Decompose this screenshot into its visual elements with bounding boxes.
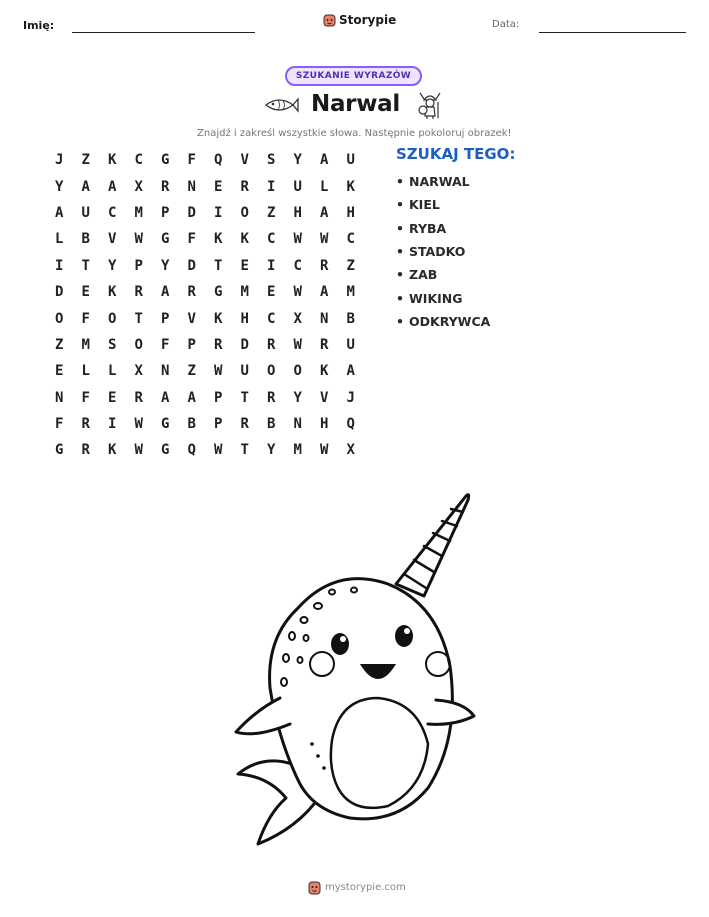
word-text: ZAB <box>409 267 438 283</box>
word-text: WIKING <box>409 290 463 306</box>
grid-letter[interactable]: Q <box>346 416 355 433</box>
grid-letter[interactable]: N <box>55 389 64 406</box>
grid-letter[interactable]: I <box>267 178 276 195</box>
grid-letter[interactable]: R <box>320 336 329 353</box>
grid-letter[interactable]: P <box>161 204 170 221</box>
grid-letter[interactable]: I <box>214 204 223 221</box>
grid-letter[interactable]: T <box>240 389 249 406</box>
grid-letter[interactable]: R <box>134 284 143 301</box>
grid-letter[interactable]: V <box>240 152 249 169</box>
grid-letter[interactable]: A <box>81 178 90 195</box>
word-text: ODKRYWCA <box>409 313 491 329</box>
grid-letter[interactable]: W <box>134 231 143 248</box>
grid-letter[interactable]: R <box>267 389 276 406</box>
grid-letter[interactable]: B <box>187 416 196 433</box>
word-search-grid <box>46 147 364 464</box>
grid-letter[interactable]: F <box>187 231 196 248</box>
grid-letter[interactable]: H <box>320 416 329 433</box>
grid-letter[interactable]: F <box>187 152 196 169</box>
grid-letter[interactable]: K <box>108 442 117 459</box>
grid-letter[interactable]: W <box>214 363 223 380</box>
brand <box>323 13 396 27</box>
grid-letter[interactable]: N <box>320 310 329 327</box>
grid-letter[interactable]: R <box>134 389 143 406</box>
grid-letter[interactable]: P <box>187 336 196 353</box>
grid-letter[interactable]: G <box>161 442 170 459</box>
grid-letter[interactable]: W <box>320 231 329 248</box>
grid-letter[interactable]: K <box>108 152 117 169</box>
grid-letter[interactable]: I <box>55 257 64 274</box>
grid-letter[interactable]: V <box>108 231 117 248</box>
grid-letter[interactable]: U <box>346 152 355 169</box>
grid-letter[interactable]: M <box>240 284 249 301</box>
grid-letter[interactable]: D <box>55 284 64 301</box>
grid-letter[interactable]: T <box>134 310 143 327</box>
grid-letter[interactable]: P <box>161 310 170 327</box>
bullet: • <box>396 313 404 329</box>
word-text: RYBA <box>409 220 447 236</box>
name-label: Imię: <box>23 19 55 32</box>
grid-letter[interactable]: C <box>134 152 143 169</box>
footer-url: mystorypie.com <box>325 881 406 893</box>
grid-letter[interactable]: P <box>214 416 223 433</box>
grid-letter[interactable]: B <box>346 310 355 327</box>
grid-letter[interactable]: A <box>161 389 170 406</box>
grid-letter[interactable]: G <box>161 416 170 433</box>
grid-letter[interactable]: N <box>293 416 302 433</box>
grid-row <box>46 173 364 199</box>
grid-letter[interactable]: W <box>214 442 223 459</box>
grid-letter[interactable]: U <box>293 178 302 195</box>
grid-letter[interactable]: C <box>108 204 117 221</box>
grid-letter[interactable]: A <box>320 152 329 169</box>
grid-letter[interactable]: V <box>320 389 329 406</box>
grid-letter[interactable]: U <box>346 336 355 353</box>
grid-letter[interactable]: L <box>108 363 117 380</box>
grid-letter[interactable]: A <box>187 389 196 406</box>
grid-letter[interactable]: C <box>293 257 302 274</box>
instructions: Znajdź i zakreśl wszystkie słowa. Następnie pokoloruj obrazek! <box>197 128 512 139</box>
grid-row <box>46 437 364 463</box>
grid-letter[interactable]: A <box>320 204 329 221</box>
grid-letter[interactable]: G <box>161 231 170 248</box>
grid-letter[interactable]: L <box>81 363 90 380</box>
grid-letter[interactable]: Z <box>55 336 64 353</box>
bullet: • <box>396 244 404 260</box>
storypie-logo-icon <box>323 13 336 27</box>
grid-letter[interactable]: E <box>55 363 64 380</box>
grid-letter[interactable]: G <box>55 442 64 459</box>
narwhal-illustration <box>228 488 478 854</box>
grid-letter[interactable]: R <box>240 416 249 433</box>
grid-letter[interactable]: O <box>55 310 64 327</box>
grid-letter[interactable]: W <box>134 416 143 433</box>
grid-letter[interactable]: Q <box>187 442 196 459</box>
grid-letter[interactable]: R <box>214 336 223 353</box>
grid-letter[interactable]: W <box>293 231 302 248</box>
word-item <box>396 193 490 216</box>
bullet: • <box>396 174 404 190</box>
grid-letter[interactable]: X <box>134 178 143 195</box>
grid-letter[interactable]: E <box>267 284 276 301</box>
grid-letter[interactable]: O <box>240 204 249 221</box>
grid-letter[interactable]: H <box>346 204 355 221</box>
grid-letter[interactable]: U <box>81 204 90 221</box>
grid-row <box>46 200 364 226</box>
grid-row <box>46 332 364 358</box>
grid-letter[interactable]: Y <box>293 152 302 169</box>
grid-letter[interactable]: H <box>240 310 249 327</box>
grid-letter[interactable]: M <box>134 204 143 221</box>
grid-letter[interactable]: W <box>134 442 143 459</box>
date-line <box>539 32 686 33</box>
grid-letter[interactable]: K <box>214 310 223 327</box>
grid-letter[interactable]: O <box>108 310 117 327</box>
grid-letter[interactable]: W <box>320 442 329 459</box>
grid-letter[interactable]: E <box>214 178 223 195</box>
grid-row <box>46 385 364 411</box>
grid-letter[interactable]: K <box>240 231 249 248</box>
grid-letter[interactable]: Q <box>214 152 223 169</box>
viking-icon <box>418 90 442 120</box>
grid-letter[interactable]: K <box>108 284 117 301</box>
grid-letter[interactable]: Y <box>293 389 302 406</box>
grid-letter[interactable]: Y <box>108 257 117 274</box>
grid-letter[interactable]: R <box>240 178 249 195</box>
grid-row <box>46 279 364 305</box>
grid-letter[interactable]: I <box>108 416 117 433</box>
grid-letter[interactable]: F <box>81 389 90 406</box>
word-text: KIEL <box>409 197 440 213</box>
grid-letter[interactable]: C <box>346 231 355 248</box>
grid-row <box>46 226 364 252</box>
grid-letter[interactable]: Z <box>81 152 90 169</box>
grid-letter[interactable]: R <box>81 416 90 433</box>
grid-letter[interactable]: N <box>161 363 170 380</box>
grid-letter[interactable]: O <box>134 336 143 353</box>
grid-letter[interactable]: R <box>267 336 276 353</box>
word-list-title: SZUKAJ TEGO: <box>396 145 516 163</box>
grid-row <box>46 305 364 331</box>
grid-letter[interactable]: A <box>346 363 355 380</box>
grid-letter[interactable]: Z <box>187 363 196 380</box>
grid-letter[interactable]: R <box>161 178 170 195</box>
grid-letter[interactable]: S <box>267 152 276 169</box>
grid-letter[interactable]: L <box>320 178 329 195</box>
grid-letter[interactable]: K <box>320 363 329 380</box>
grid-letter[interactable]: A <box>320 284 329 301</box>
grid-row <box>46 147 364 173</box>
grid-letter[interactable]: J <box>346 389 355 406</box>
grid-letter[interactable]: Y <box>55 178 64 195</box>
activity-badge: SZUKANIE WYRAZÓW <box>285 66 422 86</box>
grid-letter[interactable]: O <box>293 363 302 380</box>
word-text: NARWAL <box>409 174 470 190</box>
grid-letter[interactable]: C <box>267 310 276 327</box>
grid-letter[interactable]: Z <box>267 204 276 221</box>
grid-letter[interactable]: X <box>293 310 302 327</box>
grid-letter[interactable]: R <box>320 257 329 274</box>
word-item <box>396 217 490 240</box>
grid-letter[interactable]: R <box>187 284 196 301</box>
bullet: • <box>396 267 404 283</box>
grid-letter[interactable]: Z <box>346 257 355 274</box>
brand-name: Storypie <box>339 13 397 27</box>
grid-letter[interactable]: U <box>240 363 249 380</box>
grid-letter[interactable]: Y <box>267 442 276 459</box>
grid-letter[interactable]: E <box>81 284 90 301</box>
bullet: • <box>396 290 404 306</box>
bullet: • <box>396 220 404 236</box>
grid-letter[interactable]: B <box>267 416 276 433</box>
grid-letter[interactable]: E <box>108 389 117 406</box>
grid-letter[interactable]: A <box>55 204 64 221</box>
grid-letter[interactable]: C <box>267 231 276 248</box>
grid-letter[interactable]: K <box>214 231 223 248</box>
grid-letter[interactable]: D <box>187 257 196 274</box>
fish-icon <box>263 95 299 115</box>
grid-letter[interactable]: T <box>81 257 90 274</box>
grid-letter[interactable]: P <box>134 257 143 274</box>
grid-letter[interactable]: T <box>214 257 223 274</box>
grid-row <box>46 411 364 437</box>
grid-letter[interactable]: G <box>214 284 223 301</box>
grid-letter[interactable]: W <box>293 336 302 353</box>
word-list <box>396 170 490 333</box>
word-item <box>396 286 490 309</box>
grid-letter[interactable]: X <box>346 442 355 459</box>
word-item <box>396 263 490 286</box>
grid-letter[interactable]: H <box>293 204 302 221</box>
grid-letter[interactable]: Y <box>161 257 170 274</box>
footer <box>308 879 406 895</box>
grid-row <box>46 253 364 279</box>
word-text: STADKO <box>409 244 466 260</box>
grid-letter[interactable]: F <box>55 416 64 433</box>
word-item <box>396 240 490 263</box>
grid-letter[interactable]: S <box>108 336 117 353</box>
bullet: • <box>396 197 404 213</box>
grid-row <box>46 358 364 384</box>
grid-letter[interactable]: M <box>346 284 355 301</box>
grid-letter[interactable]: O <box>267 363 276 380</box>
grid-letter[interactable]: D <box>187 204 196 221</box>
grid-letter[interactable]: M <box>81 336 90 353</box>
grid-letter[interactable]: P <box>214 389 223 406</box>
grid-letter[interactable]: L <box>55 231 64 248</box>
grid-letter[interactable]: G <box>161 152 170 169</box>
grid-letter[interactable]: I <box>267 257 276 274</box>
storypie-logo-icon <box>308 879 321 895</box>
name-line <box>72 32 255 33</box>
grid-letter[interactable]: A <box>161 284 170 301</box>
grid-letter[interactable]: J <box>55 152 64 169</box>
grid-letter[interactable]: E <box>240 257 249 274</box>
word-item <box>396 310 490 333</box>
grid-letter[interactable]: V <box>187 310 196 327</box>
page-title: Narwal <box>311 91 400 117</box>
grid-letter[interactable]: A <box>108 178 117 195</box>
grid-letter[interactable]: X <box>134 363 143 380</box>
word-item <box>396 170 490 193</box>
date-label: Data: <box>492 19 520 30</box>
grid-letter[interactable]: B <box>81 231 90 248</box>
grid-letter[interactable]: T <box>240 442 249 459</box>
grid-letter[interactable]: M <box>293 442 302 459</box>
grid-letter[interactable]: N <box>187 178 196 195</box>
grid-letter[interactable]: K <box>346 178 355 195</box>
grid-letter[interactable]: D <box>240 336 249 353</box>
grid-letter[interactable]: F <box>81 310 90 327</box>
grid-letter[interactable]: R <box>81 442 90 459</box>
grid-letter[interactable]: F <box>161 336 170 353</box>
grid-letter[interactable]: W <box>293 284 302 301</box>
